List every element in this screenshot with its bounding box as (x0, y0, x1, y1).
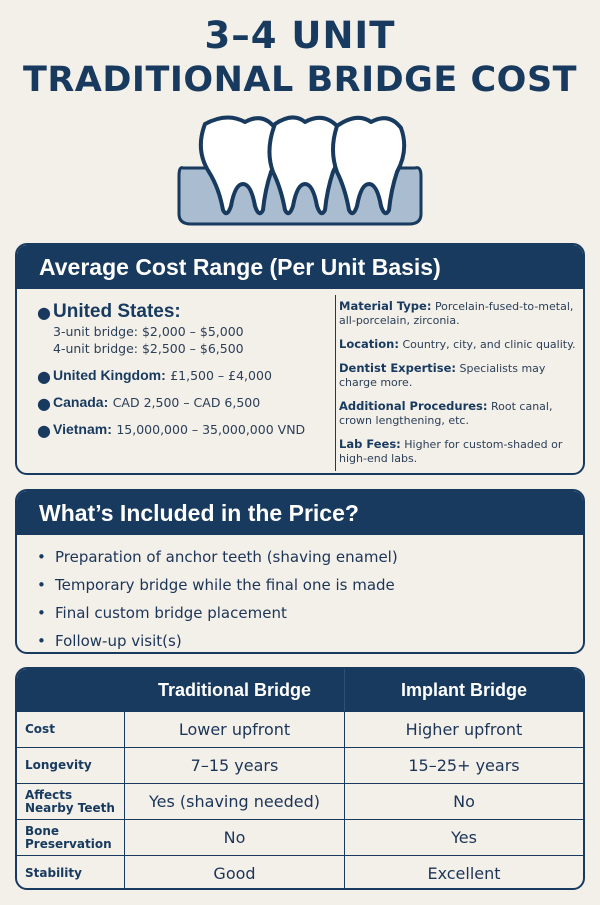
cost-factors-list (339, 289, 583, 475)
traditional-value: Yes (shaving needed) (125, 784, 345, 819)
list-item: • Follow-up visit(s) (37, 627, 583, 654)
factor-lab-fees (339, 437, 583, 466)
row-label: Affects Nearby Teeth (17, 784, 125, 819)
us-4-unit-cost: 4-unit bridge: $2,500 – $6,500 (53, 341, 244, 356)
header-traditional: Traditional Bridge (125, 669, 345, 711)
table-row (17, 819, 583, 855)
implant-value: Higher upfront (405, 720, 523, 739)
table-row (17, 855, 583, 890)
factor-text: Root canal, crown lengthening, etc. (339, 400, 553, 427)
traditional-value: Good (125, 856, 345, 890)
title-line-1: 3–4 UNIT (204, 14, 396, 57)
column-divider (335, 295, 336, 471)
factor-procedures (339, 399, 583, 428)
table-row (17, 747, 583, 783)
factor-text: Country, city, and clinic quality. (402, 338, 576, 351)
factor-material (339, 299, 583, 328)
country-uk (35, 367, 335, 384)
table-row (17, 783, 583, 819)
country-us (35, 301, 335, 357)
country-canada (35, 394, 335, 411)
factor-text: Specialists may charge more. (339, 362, 546, 389)
bullet-icon: ● (37, 367, 51, 386)
row-label: Stability (17, 856, 125, 890)
title-line-2: TRADITIONAL BRIDGE COST (22, 60, 578, 100)
list-item: • Preparation of anchor teeth (shaving enamel) (37, 543, 583, 571)
included-panel-heading: What’s Included in the Price? (17, 491, 583, 535)
factor-label: Location: (339, 337, 399, 351)
country-name: Canada: (53, 394, 109, 410)
header-implant: Implant Bridge (400, 680, 527, 700)
factor-label: Material Type: (339, 299, 432, 313)
list-item: • Temporary bridge while the final one is made (37, 571, 583, 599)
included-list (17, 535, 583, 654)
country-vietnam (35, 421, 335, 438)
table-header-row (17, 669, 583, 711)
list-item: • Final custom bridge placement (37, 599, 583, 627)
header-empty-cell (17, 669, 125, 711)
bullet-icon: ● (37, 303, 51, 322)
traditional-value: No (125, 820, 345, 855)
us-3-unit-cost: 3-unit bridge: $2,000 – $5,000 (53, 324, 244, 339)
row-label: Longevity (17, 748, 125, 783)
country-cost: £1,500 – £4,000 (170, 368, 272, 383)
implant-value: 15–25+ years (408, 756, 520, 775)
country-name: United Kingdom: (53, 367, 166, 383)
bullet-icon: ● (37, 394, 51, 413)
page-title (0, 14, 600, 102)
country-name: United States: (53, 301, 181, 322)
teeth-bridge-icon (175, 110, 425, 230)
country-name: Vietnam: (53, 421, 112, 437)
factor-text: Higher for custom-shaded or high-end labs. (339, 438, 563, 465)
traditional-value: 7–15 years (125, 748, 345, 783)
country-cost: CAD 2,500 – CAD 6,500 (112, 395, 261, 410)
factor-text: Porcelain-fused-to-metal, all-porcelain, zirconia. (339, 300, 574, 327)
factor-location (339, 337, 583, 352)
implant-value: Excellent (427, 864, 501, 883)
cost-range-panel (15, 243, 585, 475)
implant-value: Yes (451, 828, 477, 847)
factor-label: Dentist Expertise: (339, 361, 456, 375)
factor-label: Additional Procedures: (339, 399, 488, 413)
bullet-icon: ● (37, 421, 51, 440)
table-row (17, 711, 583, 747)
comparison-table (15, 667, 585, 890)
factor-expertise (339, 361, 583, 390)
country-cost: 15,000,000 – 35,000,000 VND (116, 422, 306, 437)
cost-panel-heading: Average Cost Range (Per Unit Basis) (17, 245, 583, 289)
implant-value: No (453, 792, 475, 811)
row-label: Bone Preservation (17, 820, 125, 855)
traditional-value: Lower upfront (125, 712, 345, 747)
country-cost-list (17, 289, 335, 475)
factor-label: Lab Fees: (339, 437, 401, 451)
row-label: Cost (17, 712, 125, 747)
included-panel (15, 489, 585, 654)
